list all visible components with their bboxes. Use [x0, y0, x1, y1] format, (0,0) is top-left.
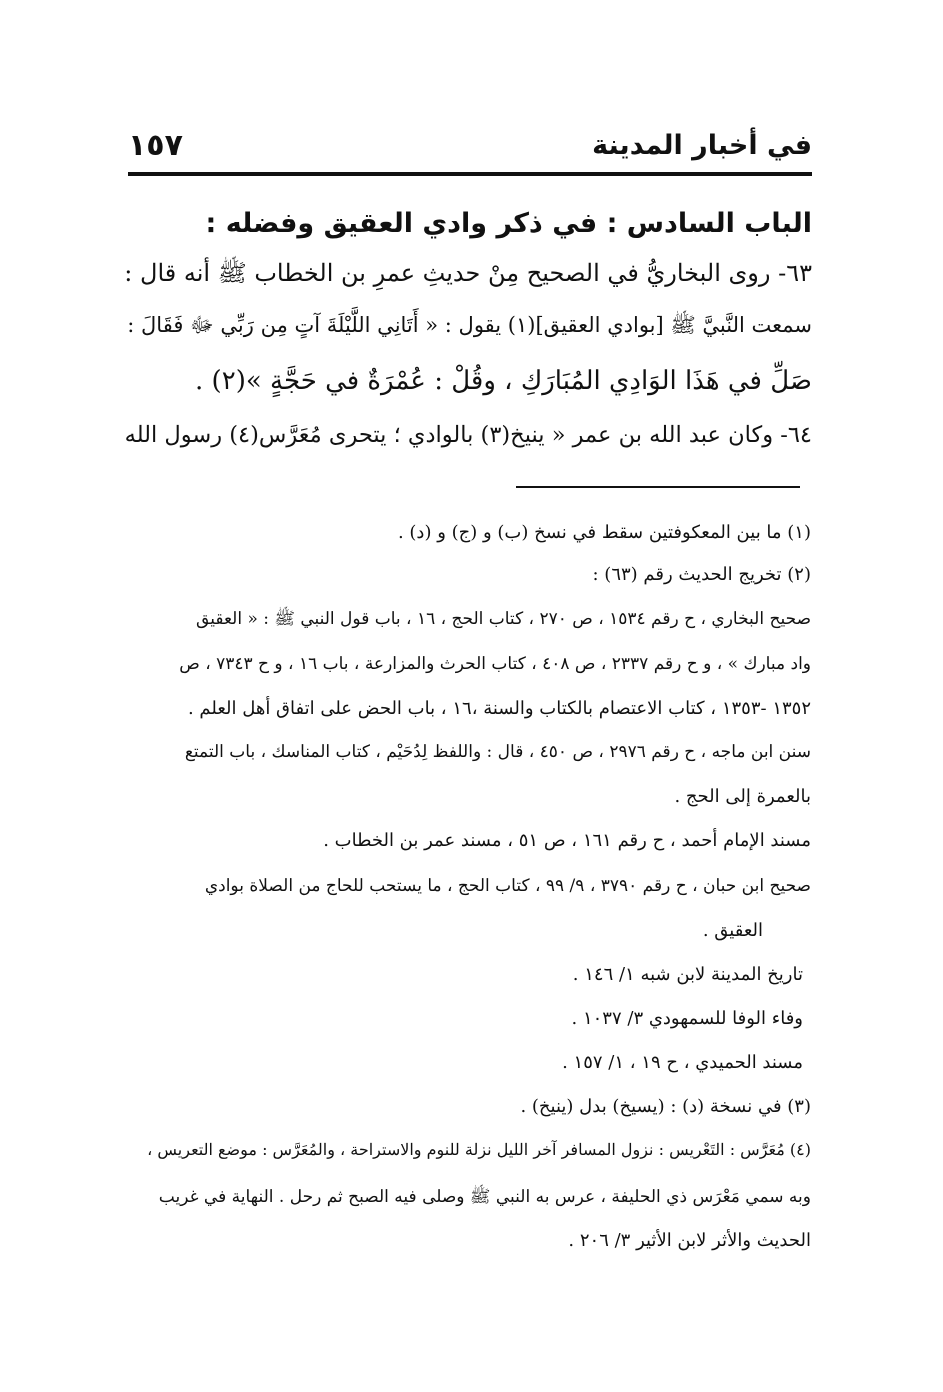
footnote-line: وفاء الوفا للسمهودي ٣/ ١٠٣٧ . — [571, 1008, 803, 1029]
footnote-line: (١) ما بين المعكوفتين سقط في نسخ (ب) و (ج) و (د) . — [397, 522, 811, 543]
footnote-line: بالعمرة إلى الحج . — [674, 786, 811, 807]
page-number: ١٥٧ — [128, 128, 183, 163]
main-text-line: صَلِّ في هَذَا الوَادِي المُبَارَكِ ، وقُلْ : عُمْرَةٌ في حَجَّةٍ »(٢) . — [195, 366, 812, 396]
footnote-line: (٣) في نسخة (د) : (يسيخ) بدل (ينيخ) . — [520, 1096, 811, 1117]
footnote-line: تاريخ المدينة لابن شبه ١/ ١٤٦ . — [572, 964, 803, 985]
chapter-heading: الباب السادس : في ذكر وادي العقيق وفضله : — [205, 208, 812, 239]
footnote-line: صحيح ابن حبان ، ح رقم ٣٧٩٠ ، ٩/ ٩٩ ، كتاب الحج ، ما يستحب للحاج من الصلاة بوادي — [204, 876, 811, 896]
footnote-line: مسند الإمام أحمد ، ح رقم ١٦١ ، ص ٥١ ، مسند عمر بن الخطاب . — [323, 830, 811, 851]
footnote-line: ١٣٥٢ -١٣٥٣ ، كتاب الاعتصام بالكتاب والسنة ،١٦ ، باب الحض على اتفاق أهل العلم . — [187, 698, 811, 719]
footnote-line: واد مبارك » ، و ح رقم ٢٣٣٧ ، ص ٤٠٨ ، كتاب الحرث والمزارعة ، باب ١٦ ، و ح ٧٣٤٣ ، ص — [179, 654, 811, 674]
footnote-line: وبه سمي مَعْرَس ذي الحليفة ، عرس به النبي ﷺ وصلى فيه الصبح ثم رحل . النهاية في غريب — [158, 1187, 811, 1207]
header-rule — [128, 172, 812, 176]
main-text-line: ٦٤- وكان عبد الله بن عمر « ينيخ(٣) بالوادي ؛ يتحرى مُعَرَّس(٤) رسول الله — [124, 422, 812, 448]
footnote-rule — [516, 486, 800, 488]
footnote-line: (٢) تخريج الحديث رقم (٦٣) : — [592, 564, 811, 585]
main-text-line: سمعت النَّبيَّ ﷺ [بوادي العقيق](١) يقول : « أَتَانِي اللَّيْلَةَ آتٍ مِن رَبِّي ﷻ فَقَالَ : — [127, 313, 812, 337]
footnote-line: العقيق . — [702, 920, 763, 941]
main-text-line: ٦٣- روى البخاريُّ في الصحيح مِنْ حديثِ عمرِ بن الخطاب ﷺ أنه قال : — [124, 259, 812, 287]
footnote-line: (٤) مُعَرَّس : التَعْريس : نزول المسافر آخر الليل نزلة للنوم والاستراحة ، والمُعَرَّس : موضع التعريس ، — [147, 1140, 811, 1159]
running-title: في أخبار المدينة — [592, 130, 812, 161]
footnote-line: الحديث والأثر لابن الأثير ٣/ ٢٠٦ . — [568, 1230, 811, 1251]
page-header — [128, 128, 812, 168]
footnote-line: سنن ابن ماجه ، ح رقم ٢٩٧٦ ، ص ٤٥٠ ، قال : واللفظ لِدُحَيْم ، كتاب المناسك ، باب التمتع — [184, 742, 811, 762]
footnote-line: صحيح البخاري ، ح رقم ١٥٣٤ ، ص ٢٧٠ ، كتاب الحج ، ١٦ ، باب قول النبي ﷺ : « العقيق — [196, 609, 811, 629]
footnote-line: مسند الحميدي ، ح ١٩ ، ١/ ١٥٧ . — [562, 1052, 803, 1073]
